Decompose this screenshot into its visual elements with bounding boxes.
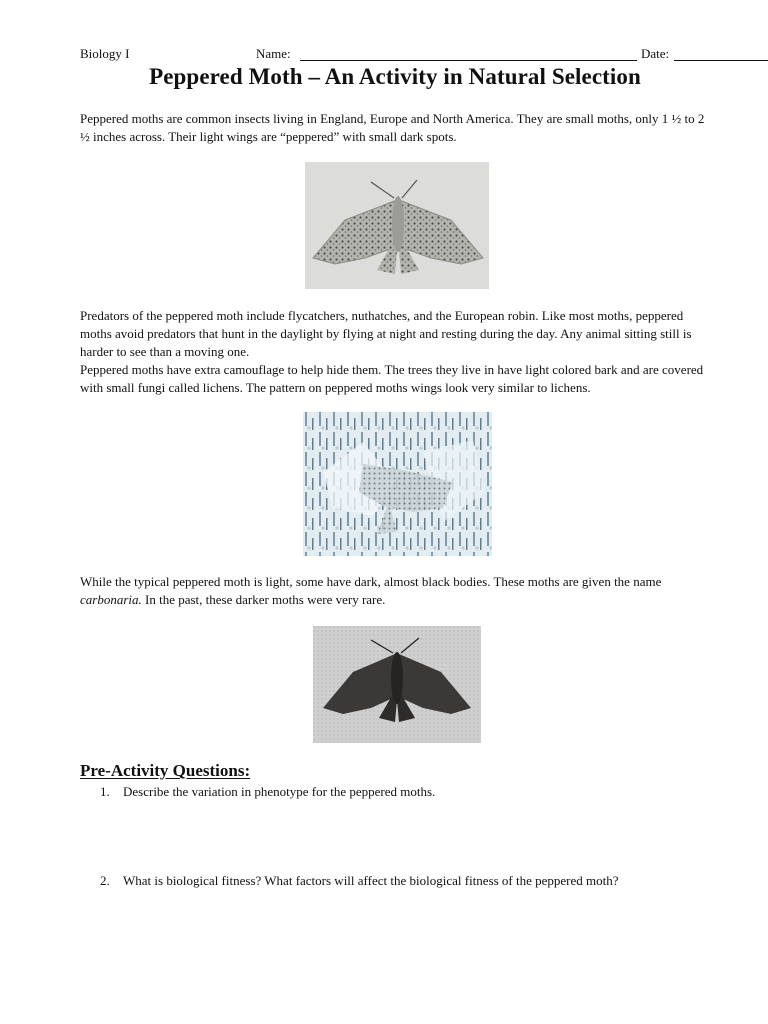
page-title: Peppered Moth – An Activity in Natural Selection — [149, 64, 641, 89]
intro-paragraph: Peppered moths are common insects living in England, Europe and North America. They are small moths, only 1 ½ to 2 ½ inches across. Their light wings are “peppered” with small dark spots. — [80, 111, 705, 144]
carbonaria-term: carbonaria. — [80, 592, 142, 607]
question-number: 1. — [100, 784, 110, 799]
question-number: 2. — [100, 873, 110, 888]
name-label: Name: — [256, 46, 291, 61]
pre-activity-heading: Pre-Activity Questions: — [80, 761, 251, 780]
question-1 — [100, 783, 435, 801]
name-blank-line[interactable] — [300, 60, 637, 61]
date-blank-line[interactable] — [674, 60, 768, 61]
worksheet-header — [80, 46, 710, 64]
date-label: Date: — [641, 46, 670, 61]
dark-moth-photo — [313, 626, 481, 743]
question-text: What is biological fitness? What factors will affect the biological fitness of the peppered moth? — [123, 873, 619, 888]
question-text: Describe the variation in phenotype for the peppered moths. — [123, 784, 436, 799]
dark-form-text-before: While the typical peppered moth is light, some have dark, almost black bodies. These moths are given the name — [80, 574, 662, 589]
camouflaged-moth-photo — [303, 412, 492, 556]
dark-form-text-after: In the past, these darker moths were very rare. — [141, 592, 386, 607]
question-2 — [100, 872, 619, 890]
camouflage-paragraph: Peppered moths have extra camouflage to help hide them. The trees they live in have light colored bark and are covered with small fungi called lichens. The pattern on peppered moths wings look very similar to lichens. — [80, 362, 704, 395]
dark-form-paragraph — [80, 573, 716, 609]
light-moth-photo — [305, 162, 489, 289]
predators-paragraph: Predators of the peppered moth include flycatchers, nuthatches, and the European robin. Like most moths, peppered moths avoid predators that hunt in the daylight by flying at night and resting during the day. Any animal sitting still is harder to see than a moving one. — [80, 308, 692, 359]
course-label: Biology I — [80, 46, 130, 61]
